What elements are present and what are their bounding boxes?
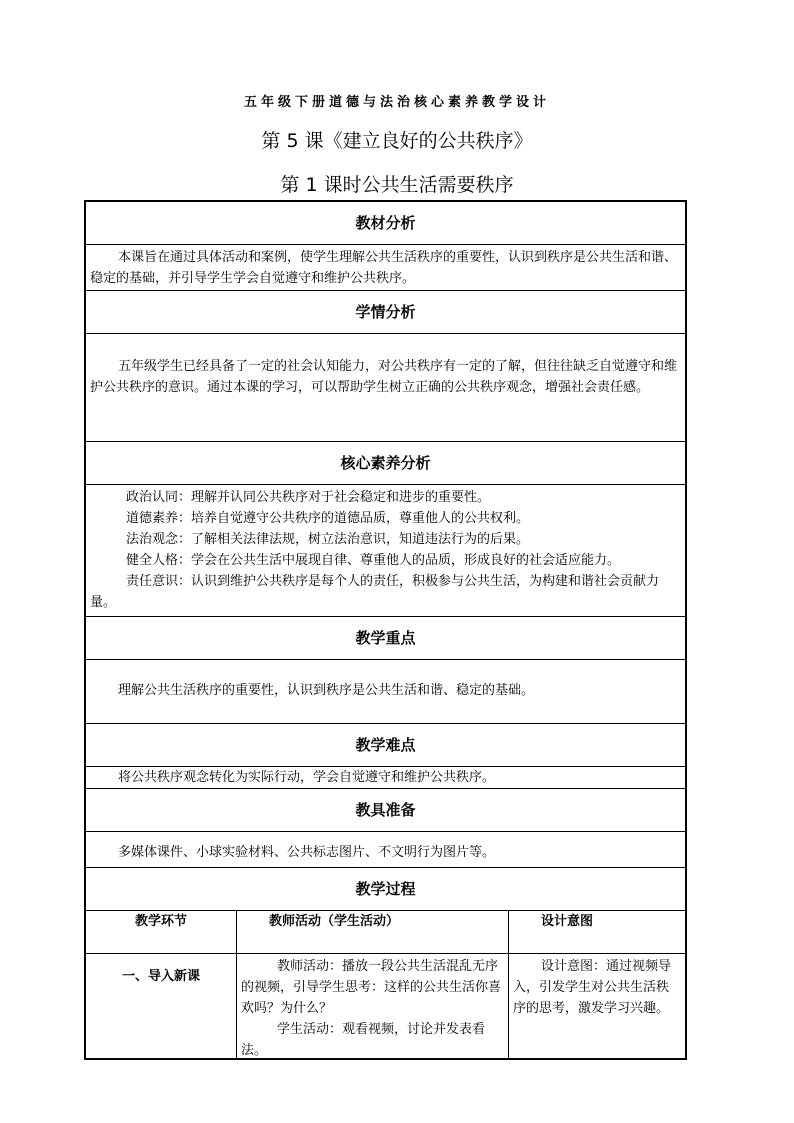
intent-text: 设计意图：通过视频导入，引发学生对公共生活秩序的思考，激发学习兴趣。 (513, 959, 672, 1016)
textbook-text: 本课旨在通过具体活动和案例，使学生理解公共生活秩序的重要性，认识到秩序是公共生活和谐、稳定的基础，并引导学生学会自觉遵守和维护公共秩序。 (90, 250, 678, 286)
period-title: 第 1 课时公共生活需要秩序 (280, 174, 514, 196)
table-row (86, 954, 685, 1058)
activity-cell (237, 954, 509, 1058)
section-body-difficult (86, 767, 685, 789)
difficult-text: 将公共秩序观念转化为实际行动，学会自觉遵守和维护公共秩序。 (118, 770, 496, 785)
header-stage: 教学环节 (86, 911, 237, 953)
key-text: 理解公共生活秩序的重要性，认识到秩序是公共生活和谐、稳定的基础。 (118, 683, 535, 698)
section-body-core (86, 485, 685, 617)
core-item-moral: 道德素养：培养自觉遵守公共秩序的道德品质，尊重他人的公共权利。 (126, 511, 530, 526)
core-item-responsibility: 责任意识：认识到维护公共秩序是每个人的责任，积极参与公共生活，为构建和谐社会贡献力量。 (90, 574, 660, 610)
teacher-activity-text: 教师活动：播放一段公共生活混乱无序的视频，引导学生思考：这样的公共生活你喜欢吗？为什么？ (241, 959, 502, 1016)
materials-text: 多媒体课件、小球实验材料、公共标志图片、不文明行为图片等。 (118, 845, 496, 860)
core-item-personality: 健全人格：学会在公共生活中展现自律、尊重他人的品质，形成良好的社会适应能力。 (126, 553, 621, 568)
core-item-political: 政治认同：理解并认同公共秩序对于社会稳定和进步的重要性。 (126, 490, 491, 505)
stage-cell: 一、导入新课 (86, 954, 237, 1058)
section-body-key (86, 660, 685, 724)
lesson-title: 第 5 课《建立良好的公共秩序》 (261, 130, 533, 152)
section-title-process: 教学过程 (86, 868, 685, 911)
section-body-materials (86, 832, 685, 868)
section-body-textbook (86, 245, 685, 291)
header-design-intent: 设计意图 (541, 914, 594, 929)
section-title-students: 学情分析 (86, 291, 685, 334)
intent-cell (509, 954, 685, 1058)
document-subtitle: 五年级下册道德与法治核心素养教学设计 (243, 95, 550, 110)
students-text: 五年级学生已经具备了一定的社会认知能力，对公共秩序有一定的了解，但往往缺乏自觉遵守和维护公共秩序的意识。通过本课的学习，可以帮助学生树立正确的公共秩序观念，增强社会责任感。 (90, 359, 678, 395)
core-item-law: 法治观念：了解相关法律法规，树立法治意识，知道违法行为的后果。 (126, 532, 530, 547)
section-title-materials: 教具准备 (86, 789, 685, 832)
section-title-textbook: 教材分析 (86, 202, 685, 245)
section-title-difficult: 教学难点 (86, 724, 685, 767)
header-teacher-activity: 教师活动（学生活动） (237, 911, 509, 953)
lesson-plan-table (84, 200, 687, 1060)
section-title-core: 核心素养分析 (86, 442, 685, 485)
process-table-header (86, 911, 685, 954)
section-title-key: 教学重点 (86, 617, 685, 660)
section-body-students (86, 334, 685, 442)
student-activity-text: 学生活动：观看视频，讨论并发表看法。 (241, 1022, 486, 1058)
